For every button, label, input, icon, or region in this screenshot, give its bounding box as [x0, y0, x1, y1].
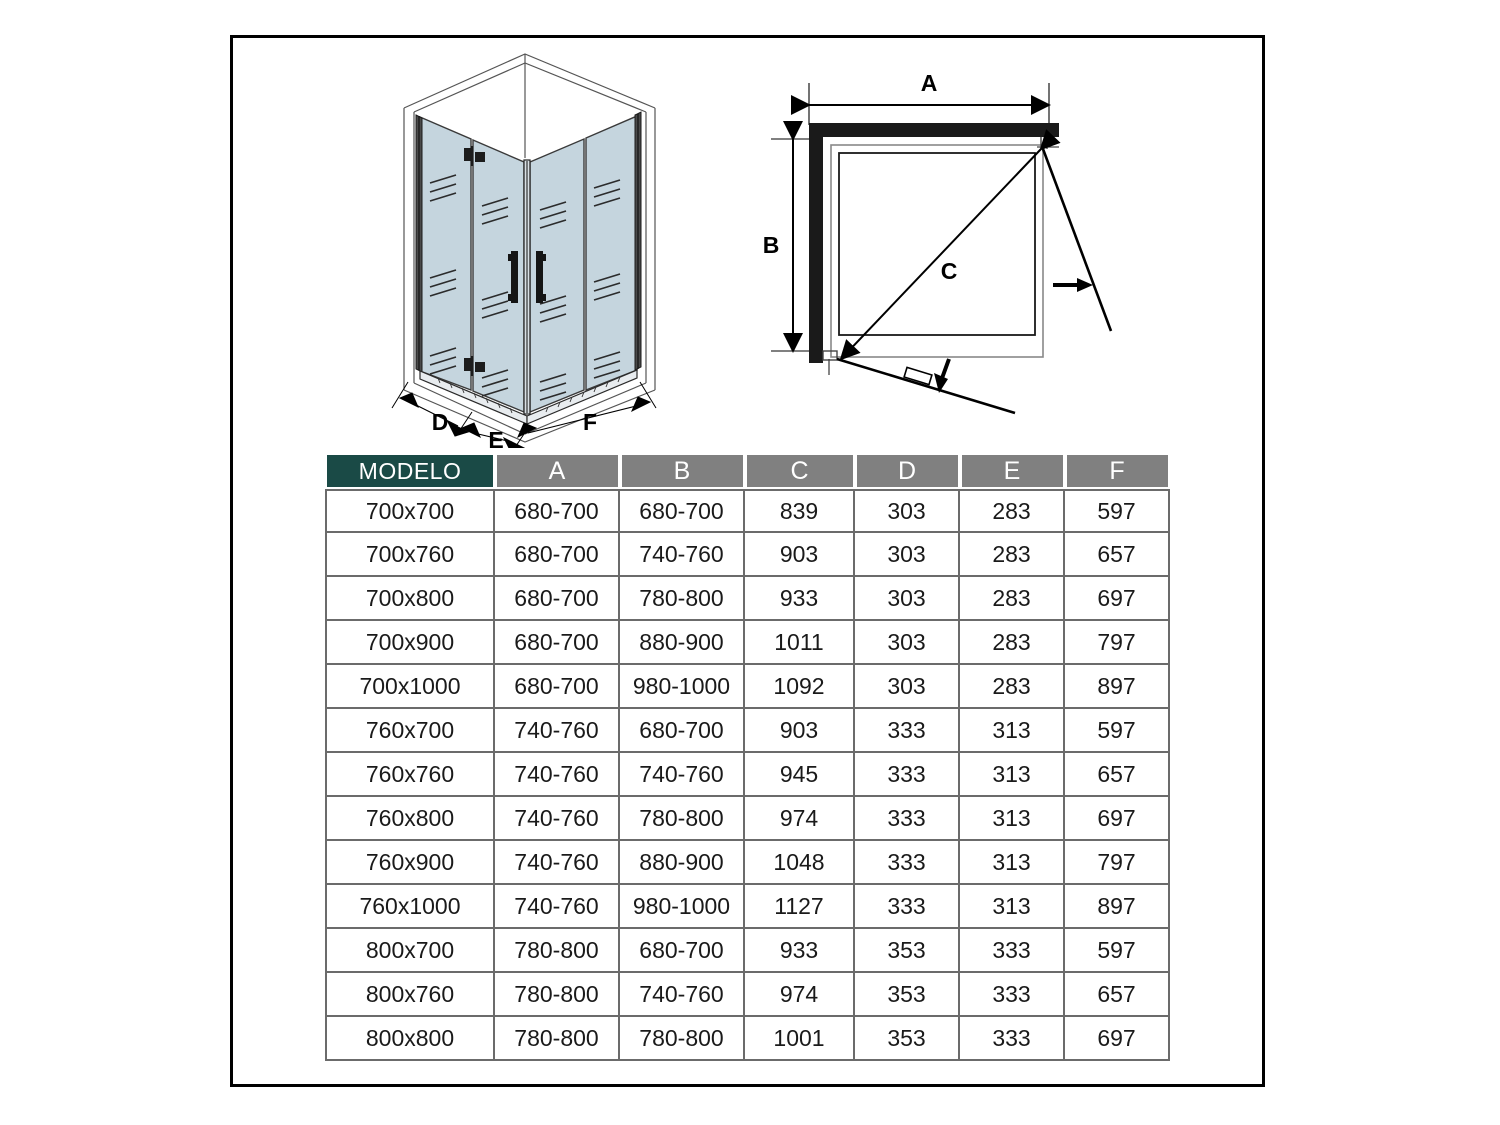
cell-b: 780-800 — [620, 577, 745, 621]
dimension-label-a: A — [920, 70, 938, 96]
cell-d: 353 — [855, 973, 960, 1017]
dimension-label-b: B — [762, 232, 780, 258]
cell-modelo: 700x1000 — [325, 665, 495, 709]
cell-e: 283 — [960, 621, 1065, 665]
cell-a: 740-760 — [495, 841, 620, 885]
cell-f: 657 — [1065, 753, 1170, 797]
cell-c: 945 — [745, 753, 855, 797]
specification-table — [325, 453, 1170, 1061]
cell-e: 313 — [960, 841, 1065, 885]
specification-table-container — [325, 453, 1180, 1061]
table-row — [325, 841, 1170, 885]
cell-f: 597 — [1065, 709, 1170, 753]
cell-e: 313 — [960, 885, 1065, 929]
table-header-row — [325, 453, 1170, 489]
cell-d: 303 — [855, 533, 960, 577]
door-swing-direction-arrow-right — [1053, 278, 1093, 292]
column-header-b: B — [620, 453, 745, 489]
cell-a: 780-800 — [495, 929, 620, 973]
cell-a: 680-700 — [495, 621, 620, 665]
cell-d: 333 — [855, 797, 960, 841]
cell-a: 680-700 — [495, 489, 620, 533]
cell-modelo: 760x1000 — [325, 885, 495, 929]
table-body — [325, 489, 1170, 1061]
cell-modelo: 760x900 — [325, 841, 495, 885]
dimension-label-e: E — [488, 427, 504, 448]
cell-b: 980-1000 — [620, 885, 745, 929]
column-header-modelo: MODELO — [325, 453, 495, 489]
cell-a: 740-760 — [495, 753, 620, 797]
table-row — [325, 621, 1170, 665]
cell-c: 974 — [745, 973, 855, 1017]
cell-e: 333 — [960, 1017, 1065, 1061]
cell-d: 333 — [855, 841, 960, 885]
cell-f: 697 — [1065, 577, 1170, 621]
cell-f: 797 — [1065, 841, 1170, 885]
cell-c: 1048 — [745, 841, 855, 885]
cell-c: 839 — [745, 489, 855, 533]
cell-d: 303 — [855, 621, 960, 665]
column-header-f: F — [1065, 453, 1170, 489]
isometric-view-container — [378, 38, 698, 448]
table-row — [325, 665, 1170, 709]
door-swing-right — [1043, 149, 1111, 331]
cell-b: 740-760 — [620, 533, 745, 577]
cell-e: 313 — [960, 709, 1065, 753]
cell-a: 740-760 — [495, 797, 620, 841]
wall-profile-plan — [809, 123, 1059, 363]
cell-c: 903 — [745, 709, 855, 753]
cell-c: 933 — [745, 929, 855, 973]
cell-f: 697 — [1065, 797, 1170, 841]
cell-f: 697 — [1065, 1017, 1170, 1061]
table-row — [325, 973, 1170, 1017]
cell-a: 680-700 — [495, 665, 620, 709]
cell-modelo: 700x700 — [325, 489, 495, 533]
cell-d: 303 — [855, 665, 960, 709]
pivot-hinge-bottom-icon — [823, 351, 837, 375]
drawings-area — [233, 38, 1262, 448]
cell-c: 1127 — [745, 885, 855, 929]
column-header-d: D — [855, 453, 960, 489]
cell-b: 740-760 — [620, 753, 745, 797]
cell-modelo: 760x800 — [325, 797, 495, 841]
corner-mullion — [524, 160, 530, 414]
plan-view-container — [753, 63, 1173, 443]
door-swing-bottom — [837, 359, 1015, 413]
dimension-c-diagonal — [841, 149, 1041, 359]
shower-tray-outline — [831, 145, 1043, 357]
cell-d: 333 — [855, 709, 960, 753]
column-header-e: E — [960, 453, 1065, 489]
cell-modelo: 700x800 — [325, 577, 495, 621]
cell-b: 680-700 — [620, 489, 745, 533]
cell-f: 657 — [1065, 973, 1170, 1017]
cell-b: 780-800 — [620, 797, 745, 841]
cell-f: 597 — [1065, 929, 1170, 973]
cell-c: 1001 — [745, 1017, 855, 1061]
glass-panel-right-fixed — [586, 116, 637, 390]
cell-modelo: 760x760 — [325, 753, 495, 797]
cell-e: 313 — [960, 797, 1065, 841]
frame-post-left — [416, 115, 422, 372]
cell-f: 597 — [1065, 489, 1170, 533]
cell-a: 740-760 — [495, 709, 620, 753]
cell-c: 1092 — [745, 665, 855, 709]
cell-f: 897 — [1065, 885, 1170, 929]
cell-b: 740-760 — [620, 973, 745, 1017]
table-row — [325, 753, 1170, 797]
cell-a: 780-800 — [495, 973, 620, 1017]
cell-b: 780-800 — [620, 1017, 745, 1061]
table-row — [325, 709, 1170, 753]
cell-d: 333 — [855, 885, 960, 929]
table-row — [325, 1017, 1170, 1061]
table-row — [325, 929, 1170, 973]
frame-post-right — [635, 112, 641, 370]
cell-c: 903 — [745, 533, 855, 577]
column-header-c: C — [745, 453, 855, 489]
cell-f: 797 — [1065, 621, 1170, 665]
cell-modelo: 760x700 — [325, 709, 495, 753]
cell-b: 680-700 — [620, 709, 745, 753]
cell-a: 680-700 — [495, 577, 620, 621]
cell-a: 780-800 — [495, 1017, 620, 1061]
cell-modelo: 700x900 — [325, 621, 495, 665]
cell-a: 740-760 — [495, 885, 620, 929]
cell-b: 880-900 — [620, 841, 745, 885]
glass-panel-left-fixed — [420, 117, 471, 390]
cell-modelo: 800x700 — [325, 929, 495, 973]
column-header-a: A — [495, 453, 620, 489]
cell-d: 353 — [855, 929, 960, 973]
pivot-hinge-top-icon — [1037, 137, 1059, 149]
table-row — [325, 533, 1170, 577]
cell-c: 974 — [745, 797, 855, 841]
cell-a: 680-700 — [495, 533, 620, 577]
cell-e: 283 — [960, 665, 1065, 709]
cell-e: 283 — [960, 489, 1065, 533]
dimension-label-d: D — [431, 409, 449, 435]
cell-e: 313 — [960, 753, 1065, 797]
cell-modelo: 700x760 — [325, 533, 495, 577]
cell-modelo: 800x800 — [325, 1017, 495, 1061]
shower-enclosure-plan-view — [753, 63, 1173, 443]
table-row — [325, 885, 1170, 929]
dimension-label-c: C — [940, 258, 958, 284]
cell-e: 283 — [960, 533, 1065, 577]
table-row — [325, 489, 1170, 533]
drawing-frame-border — [230, 35, 1265, 1087]
cell-f: 657 — [1065, 533, 1170, 577]
cell-c: 1011 — [745, 621, 855, 665]
cell-f: 897 — [1065, 665, 1170, 709]
cell-b: 980-1000 — [620, 665, 745, 709]
cell-b: 680-700 — [620, 929, 745, 973]
cell-d: 333 — [855, 753, 960, 797]
table-row — [325, 797, 1170, 841]
cell-modelo: 800x760 — [325, 973, 495, 1017]
cell-e: 283 — [960, 577, 1065, 621]
corner-shower-enclosure-isometric — [378, 38, 698, 448]
table-row — [325, 577, 1170, 621]
cell-d: 353 — [855, 1017, 960, 1061]
cell-d: 303 — [855, 489, 960, 533]
cell-c: 933 — [745, 577, 855, 621]
dimension-label-f: F — [582, 409, 598, 435]
cell-b: 880-900 — [620, 621, 745, 665]
cell-e: 333 — [960, 929, 1065, 973]
cell-e: 333 — [960, 973, 1065, 1017]
cell-d: 303 — [855, 577, 960, 621]
